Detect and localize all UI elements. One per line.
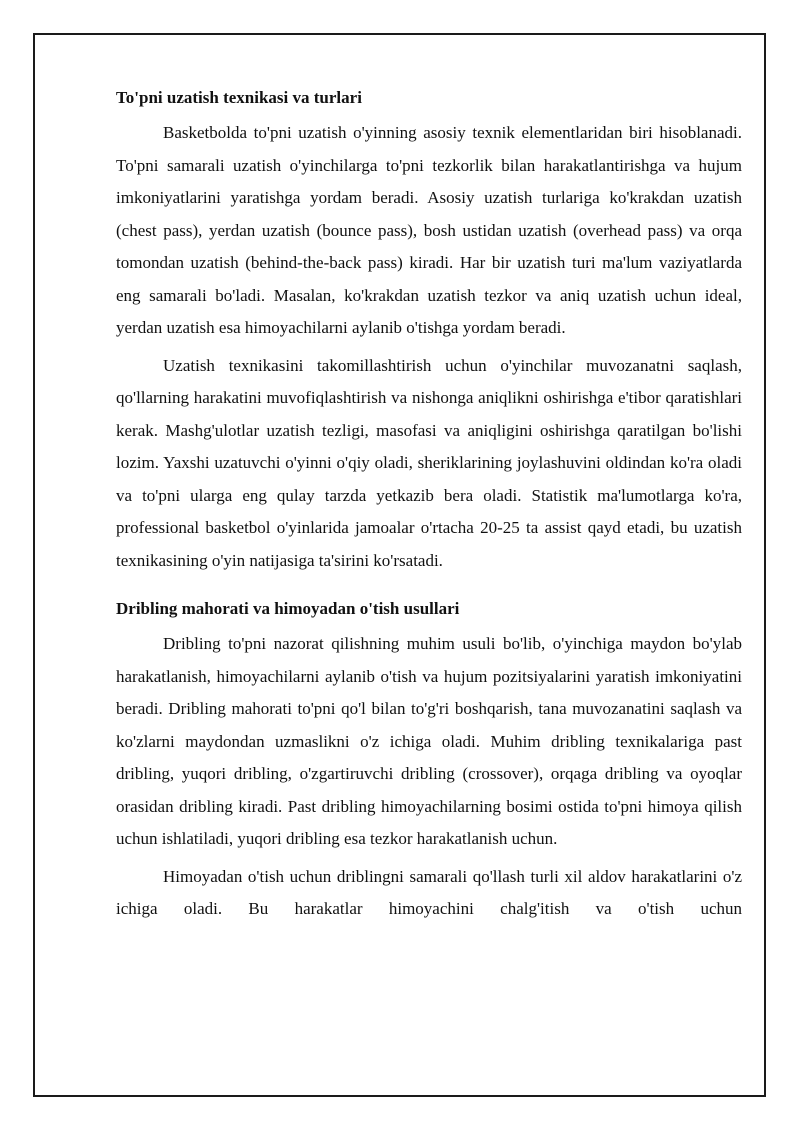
paragraph-dribbling-2: Himoyadan o'tish uchun driblingni samarali qo'llash turli xil aldov harakatlarini o'z ichiga oladi. Bu harakatlar himoyachini chalg'itish va o'tish uchun bbox=[116, 866, 742, 918]
paragraph-passing-1: Basketbolda to'pni uzatish o'yinning asosiy texnik elementlaridan biri hisoblanadi. To'pni samarali uzatish o'yinchilarga to'pni tezkorlik bilan harakatlantirishga va hujum imkoniyatlarini yaratishga yordam beradi. Asosiy uzatish turlariga ko'krakdan uzatish (chest pass), yerdan uzatish (bounce pass), bosh ustidan uzatish (overhead pass) va orqa tomondan uzatish (behind-the-back pass) kiradi. Har bir uzatish turi ma'lum vaziyatlarda eng samarali bo'ladi. Masalan, ko'krakdan uzatish tezkor va aniq uzatish uchun ideal, yerdan uzatish esa himoyachilarni aylanib o'tishga yordam beradi. bbox=[116, 123, 742, 337]
paragraph-passing-2: Uzatish texnikasini takomillashtirish uchun o'yinchilar muvozanatni saqlash, qo'llarning harakatini muvofiqlashtirish va nishonga aniqlikni oshirishga e'tibor qaratishlari kerak. Mashg'ulotlar uzatish tezligi, masofasi va aniqligini oshirishga qaratilgan bo'lishi lozim. Yaxshi uzatuvchi o'yinni o'qiy oladi, sheriklarining joylashuvini oldindan ko'ra oladi va to'pni ularga eng qulay tarzda yetkazib bera oladi. Statistik ma'lumotlarga ko'ra, professional basketbol o'yinlarida jamoalar o'rtacha 20-25 ta assist qayd etadi, bu uzatish texnikasining o'yin natijasiga ta'sirini ko'rsatadi. bbox=[116, 355, 742, 570]
paragraph-dribbling-1: Dribling to'pni nazorat qilishning muhim usuli bo'lib, o'yinchiga maydon bo'ylab harakatlanish, himoyachilarni aylanib o'tish va hujum pozitsiyalarini yaratish imkoniyatini beradi. Dribling mahorati to'pni qo'l bilan to'g'ri boshqarish, tana muvozanatini saqlash va ko'zlarni maydondan uzmaslikni o'z ichiga oladi. Muhim dribling texnikalariga past dribling, yuqori dribling, o'zgartiruvchi dribling (crossover), orqaga dribling va oyoqlar orasidan dribling kiradi. Past dribling himoyachilarning bosimi ostida to'pni himoya qilish uchun ishlatiladi, yuqori dribling esa tezkor harakatlanish uchun. bbox=[116, 634, 742, 848]
section-heading-dribbling: Dribling mahorati va himoyadan o'tish usullari bbox=[116, 599, 460, 618]
document-body bbox=[116, 84, 742, 931]
section-heading-passing: To'pni uzatish texnikasi va turlari bbox=[116, 88, 362, 107]
